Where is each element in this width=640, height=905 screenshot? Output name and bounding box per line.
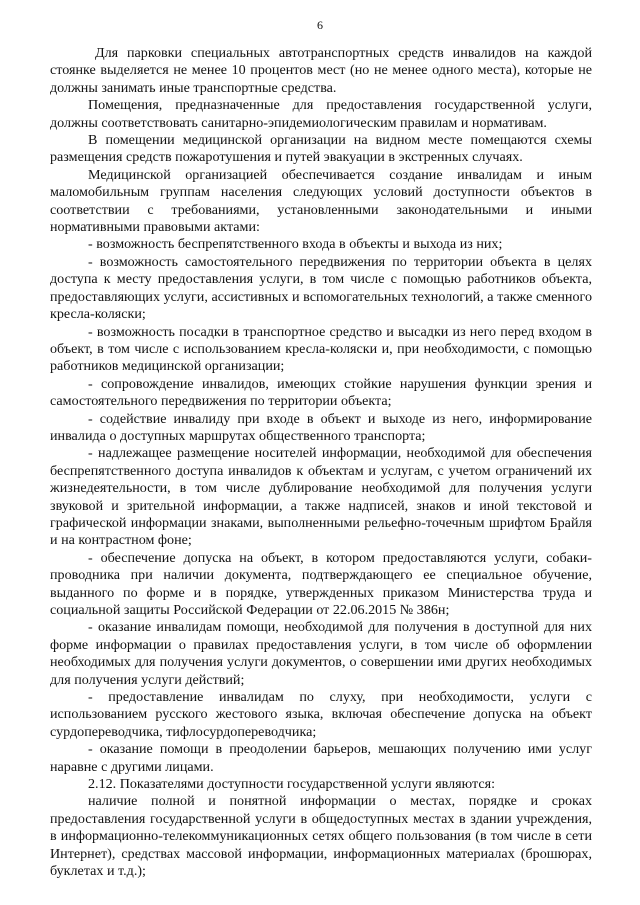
- list-item: - сопровождение инвалидов, имеющих стойкие нарушения функции зрения и самостоятельного передвижения по территории объекта;: [50, 375, 592, 410]
- list-item: - предоставление инвалидам по слуху, при необходимости, услуги с использованием русского жестового языка, включая обеспечение допуска на объект сурдопереводчика, тифлосурдопереводчика;: [50, 689, 592, 740]
- paragraph-availability-info: наличие полной и понятной информации о местах, порядке и сроках предоставления государственной услуги в общедоступных местах в здании учреждения, в информационно-телекоммуникационных сетях общего пользования (в том числе в сети Интернет), средствах массовой информации, информационных материалах (брошюрах, буклетах и т.д.);: [50, 793, 592, 880]
- document-body: [50, 45, 592, 881]
- paragraph-premises: Помещения, предназначенные для предоставления государственной услуги, должны соответствовать санитарно-эпидемиологическим правилам и нормативам.: [50, 97, 592, 131]
- list-item: - возможность самостоятельного передвижения по территории объекта в целях доступа к месту предоставления услуги, в том числе с помощью работников объекта, предоставляющих услуги, ассистивных и вспомогательных технологий, а также сменного кресла-коляски;: [50, 253, 592, 323]
- list-item: - обеспечение допуска на объект, в котором предоставляются услуги, собаки-проводника при наличии документа, подтверждающего ее специальное обучение, выданного по форме и в порядке, утвержденных приказом Министерства труда и социальной защиты Российской Федерации от 22.06.2015 № 386н;: [50, 549, 592, 618]
- list-item: - оказание инвалидам помощи, необходимой для получения в доступной для них форме информации о правилах предоставления услуги, в том числе об оформлении необходимых для получения услуги документов, о совершении ими других необходимых для получения услуги действий;: [50, 619, 592, 688]
- list-item: - оказание помощи в преодолении барьеров, мешающих получению ими услуг наравне с другими лицами.: [50, 741, 592, 775]
- paragraph-evacuation: В помещении медицинской организации на видном месте помещаются схемы размещения средств пожаротушения и путей эвакуации в экстренных случаях.: [50, 132, 592, 166]
- list-item: - содействие инвалиду при входе в объект и выходе из него, информирование инвалида о доступных маршрутах общественного транспорта;: [50, 410, 592, 444]
- list-item: - возможность беспрепятственного входа в объекты и выхода из них;: [88, 236, 503, 253]
- page-number: 6: [317, 18, 323, 32]
- section-heading-2-12: 2.12. Показателями доступности государственной услуги являются:: [88, 776, 495, 793]
- paragraph-accessibility-intro: Медицинской организацией обеспечивается создание инвалидам и иным маломобильным группам населения следующих условий доступности объектов в соответствии с требованиями, установленными законодательными и иными нормативными правовыми актами:: [50, 166, 592, 236]
- list-item: - возможность посадки в транспортное средство и высадки из него перед входом в объект, в том числе с использованием кресла-коляски и, при необходимости, с помощью работников медицинской организации;: [50, 323, 592, 375]
- list-item: - надлежащее размещение носителей информации, необходимой для обеспечения беспрепятственного доступа инвалидов к объектам и услугам, с учетом ограничений их жизнедеятельности, в том числе дублирование необходимой для получения услуги звуковой и зрительной информации, а также надписей, знаков и иной текстовой и графической информации знаками, выполненными рельефно-точечным шрифтом Брайля и на контрастном фоне;: [50, 445, 592, 549]
- paragraph-parking: Для парковки специальных автотранспортных средств инвалидов на каждой стоянке выделяется не менее 10 процентов мест (но не менее одного места), которые не должны занимать иные транспортные средства.: [50, 45, 592, 96]
